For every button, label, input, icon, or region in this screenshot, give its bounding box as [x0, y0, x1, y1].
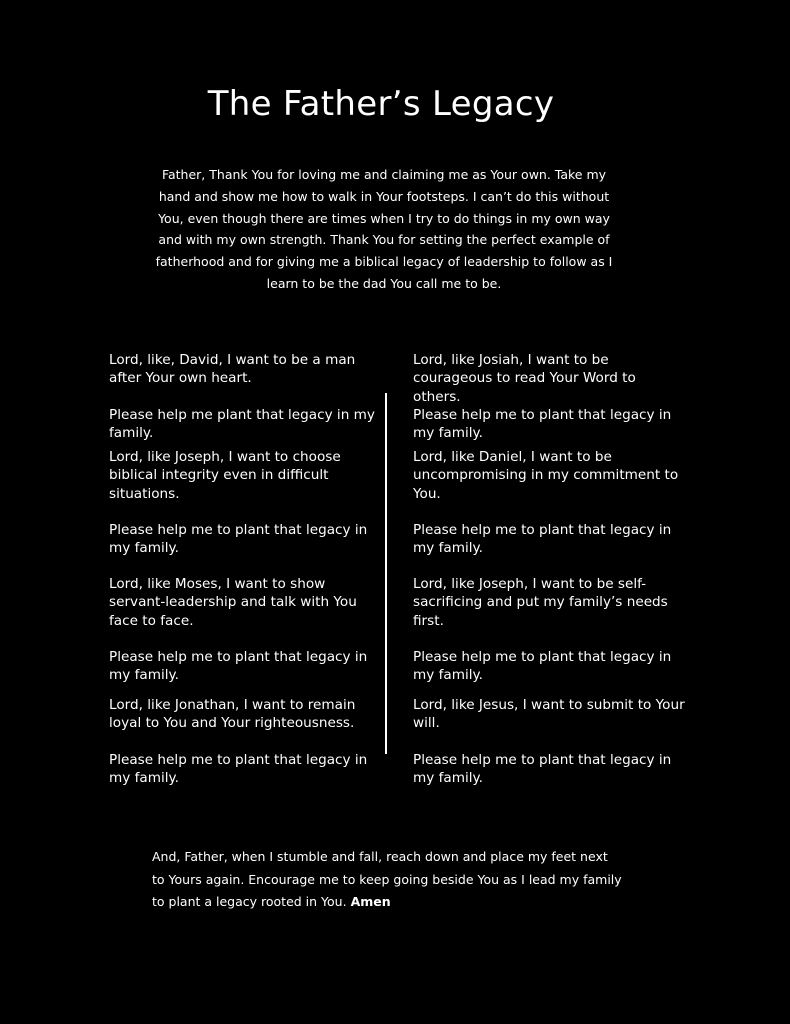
- closing-paragraph: [152, 846, 622, 914]
- joseph-selfless-line: Lord, like Joseph, I want to be self-sacrificing and put my family’s needs first.: [413, 576, 668, 629]
- jesus-line: Lord, like Jesus, I want to submit to Your will.: [413, 697, 685, 732]
- moses-plea: Please help me to plant that legacy in my family.: [109, 649, 368, 684]
- jesus-plea: Please help me to plant that legacy in my family.: [413, 752, 672, 787]
- david-line: Lord, like, David, I want to be a man after Your own heart.: [109, 352, 356, 387]
- joseph-plea: Please help me to plant that legacy in my family.: [109, 522, 368, 557]
- closing-text: And, Father, when I stumble and fall, reach down and place my feet next to Yours again. Encourage me to keep going beside You as I lead my family to plant a legacy rooted in You.: [152, 849, 622, 909]
- jonathan-line: Lord, like Jonathan, I want to remain loyal to You and Your righteousness.: [109, 697, 356, 732]
- josiah-plea: Please help me to plant that legacy in my family.: [413, 407, 672, 442]
- joseph-selfless-plea: Please help me to plant that legacy in my family.: [413, 649, 672, 684]
- column-divider: [385, 393, 387, 754]
- daniel-plea: Please help me to plant that legacy in my family.: [413, 522, 672, 557]
- intro-paragraph: Father, Thank You for loving me and claiming me as Your own. Take my hand and show me how to walk in Your footsteps. I can’t do this without You, even though there are times when I try to do things in my own way and with my own strength. Thank You for setting the perfect example of fatherhood and for giving me a biblical legacy of leadership to follow as I learn to be the dad You call me to be.: [155, 167, 613, 291]
- jonathan-plea: Please help me to plant that legacy in my family.: [109, 752, 368, 787]
- daniel-line: Lord, like Daniel, I want to be uncompromising in my commitment to You.: [413, 449, 679, 502]
- page-title: The Father’s Legacy: [207, 84, 555, 124]
- moses-line: Lord, like Moses, I want to show servant-leadership and talk with You face to face.: [109, 576, 357, 629]
- josiah-line: Lord, like Josiah, I want to be courageous to read Your Word to others.: [413, 352, 636, 405]
- joseph-line: Lord, like Joseph, I want to choose biblical integrity even in difficult situations.: [109, 449, 341, 502]
- amen-word: Amen: [350, 894, 391, 909]
- david-plea: Please help me plant that legacy in my family.: [109, 407, 375, 442]
